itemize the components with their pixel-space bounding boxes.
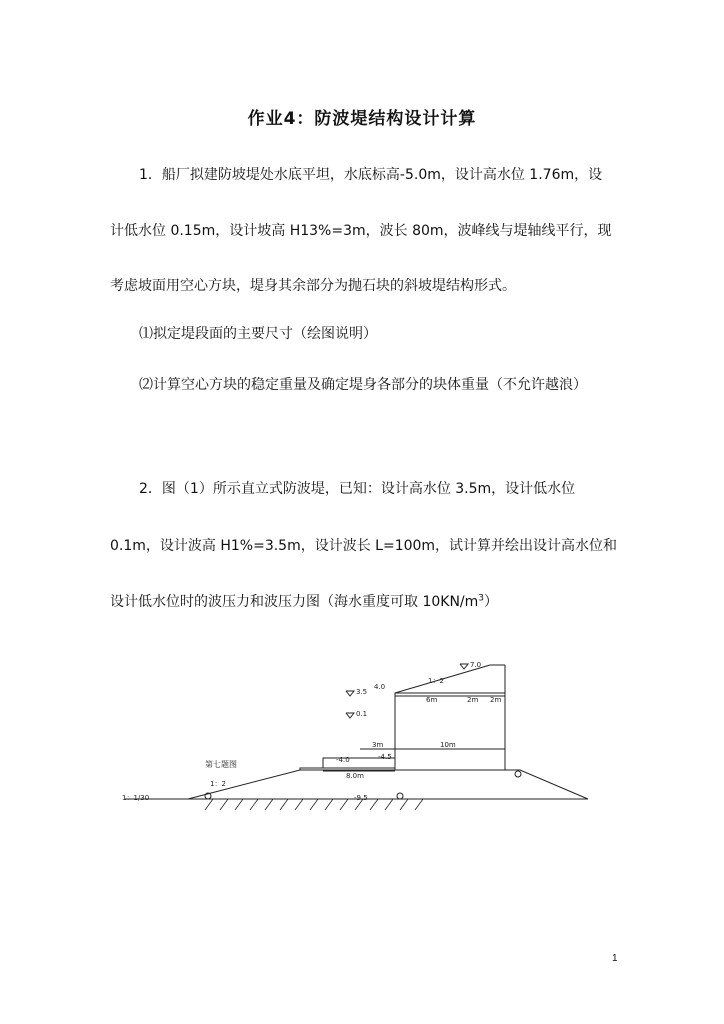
- q1-subitem-1: ⑴拟定堤段面的主要尺寸（绘图说明）: [139, 326, 377, 342]
- page-number: 1: [612, 953, 618, 964]
- figure-caption: 第七题图: [205, 760, 237, 769]
- elev-base-label: -4.5: [378, 753, 392, 761]
- dim-2m-a-label: 2m: [467, 696, 479, 704]
- lwl-marker: [346, 713, 354, 718]
- hwl-marker: [346, 691, 354, 696]
- elev-top-label: 7.0: [470, 661, 482, 669]
- elev-crest-label: 4.0: [374, 683, 386, 691]
- q1-line-1: 1．船厂拟建防坡堤处水底平坦，水底标高-5.0m，设计高水位 1.76m，设: [139, 167, 603, 183]
- elev-bottom-label: -9.5: [354, 794, 368, 802]
- elev-berm-label: -4.0: [336, 756, 350, 764]
- top-marker: [460, 664, 468, 669]
- q2-line-1: 2．图（1）所示直立式防波堤，已知：设计高水位 3.5m，设计低水位: [139, 481, 576, 497]
- dim-6m-label: 6m: [426, 696, 438, 704]
- breakwater-figure: [110, 650, 590, 820]
- stone-2: [515, 771, 521, 777]
- stone-3: [397, 793, 403, 799]
- q1-line-2: 计低水位 0.15m，设计坡高 H13%=3m，波长 80m，波峰线与堤轴线平行，现: [110, 223, 612, 239]
- elev-lwl-label: 0.1: [356, 710, 368, 718]
- seabed-hatch: [205, 799, 423, 810]
- mound-slope-label: 1：2: [210, 780, 226, 788]
- q2-line-3: [110, 591, 498, 611]
- caisson: [395, 693, 505, 770]
- elev-hwl-label: 3.5: [356, 688, 368, 696]
- q1-line-3: 考虑坡面用空心方块，堤身其余部分为抛石块的斜坡堤结构形式。: [110, 278, 516, 294]
- crown-slope-label: 1：2: [428, 677, 444, 685]
- dim-10m-label: 10m: [440, 741, 456, 749]
- seabed-slope-label: 1：1/30: [122, 794, 150, 802]
- q2-line-3-text: 设计低水位时的波压力和波压力图（海水重度可取 10KN/m: [110, 594, 479, 610]
- q1-subitem-2: ⑵计算空心方块的稳定重量及确定堤身各部分的块体重量（不允许越浪）: [139, 377, 587, 393]
- rubble-mound: [188, 770, 588, 799]
- page-title: 作业4：防波堤结构设计计算: [247, 109, 477, 129]
- q2-line-2: 0.1m，设计波高 H1%=3.5m，设计波长 L=100m，试计算并绘出设计高水位和: [110, 538, 618, 554]
- dim-8m-label: 8.0m: [346, 772, 364, 780]
- dim-3m-label: 3m: [372, 741, 384, 749]
- unit-exponent: 3: [478, 593, 485, 604]
- dim-2m-b-label: 2m: [490, 696, 502, 704]
- q2-line-3-end: ）: [484, 594, 499, 610]
